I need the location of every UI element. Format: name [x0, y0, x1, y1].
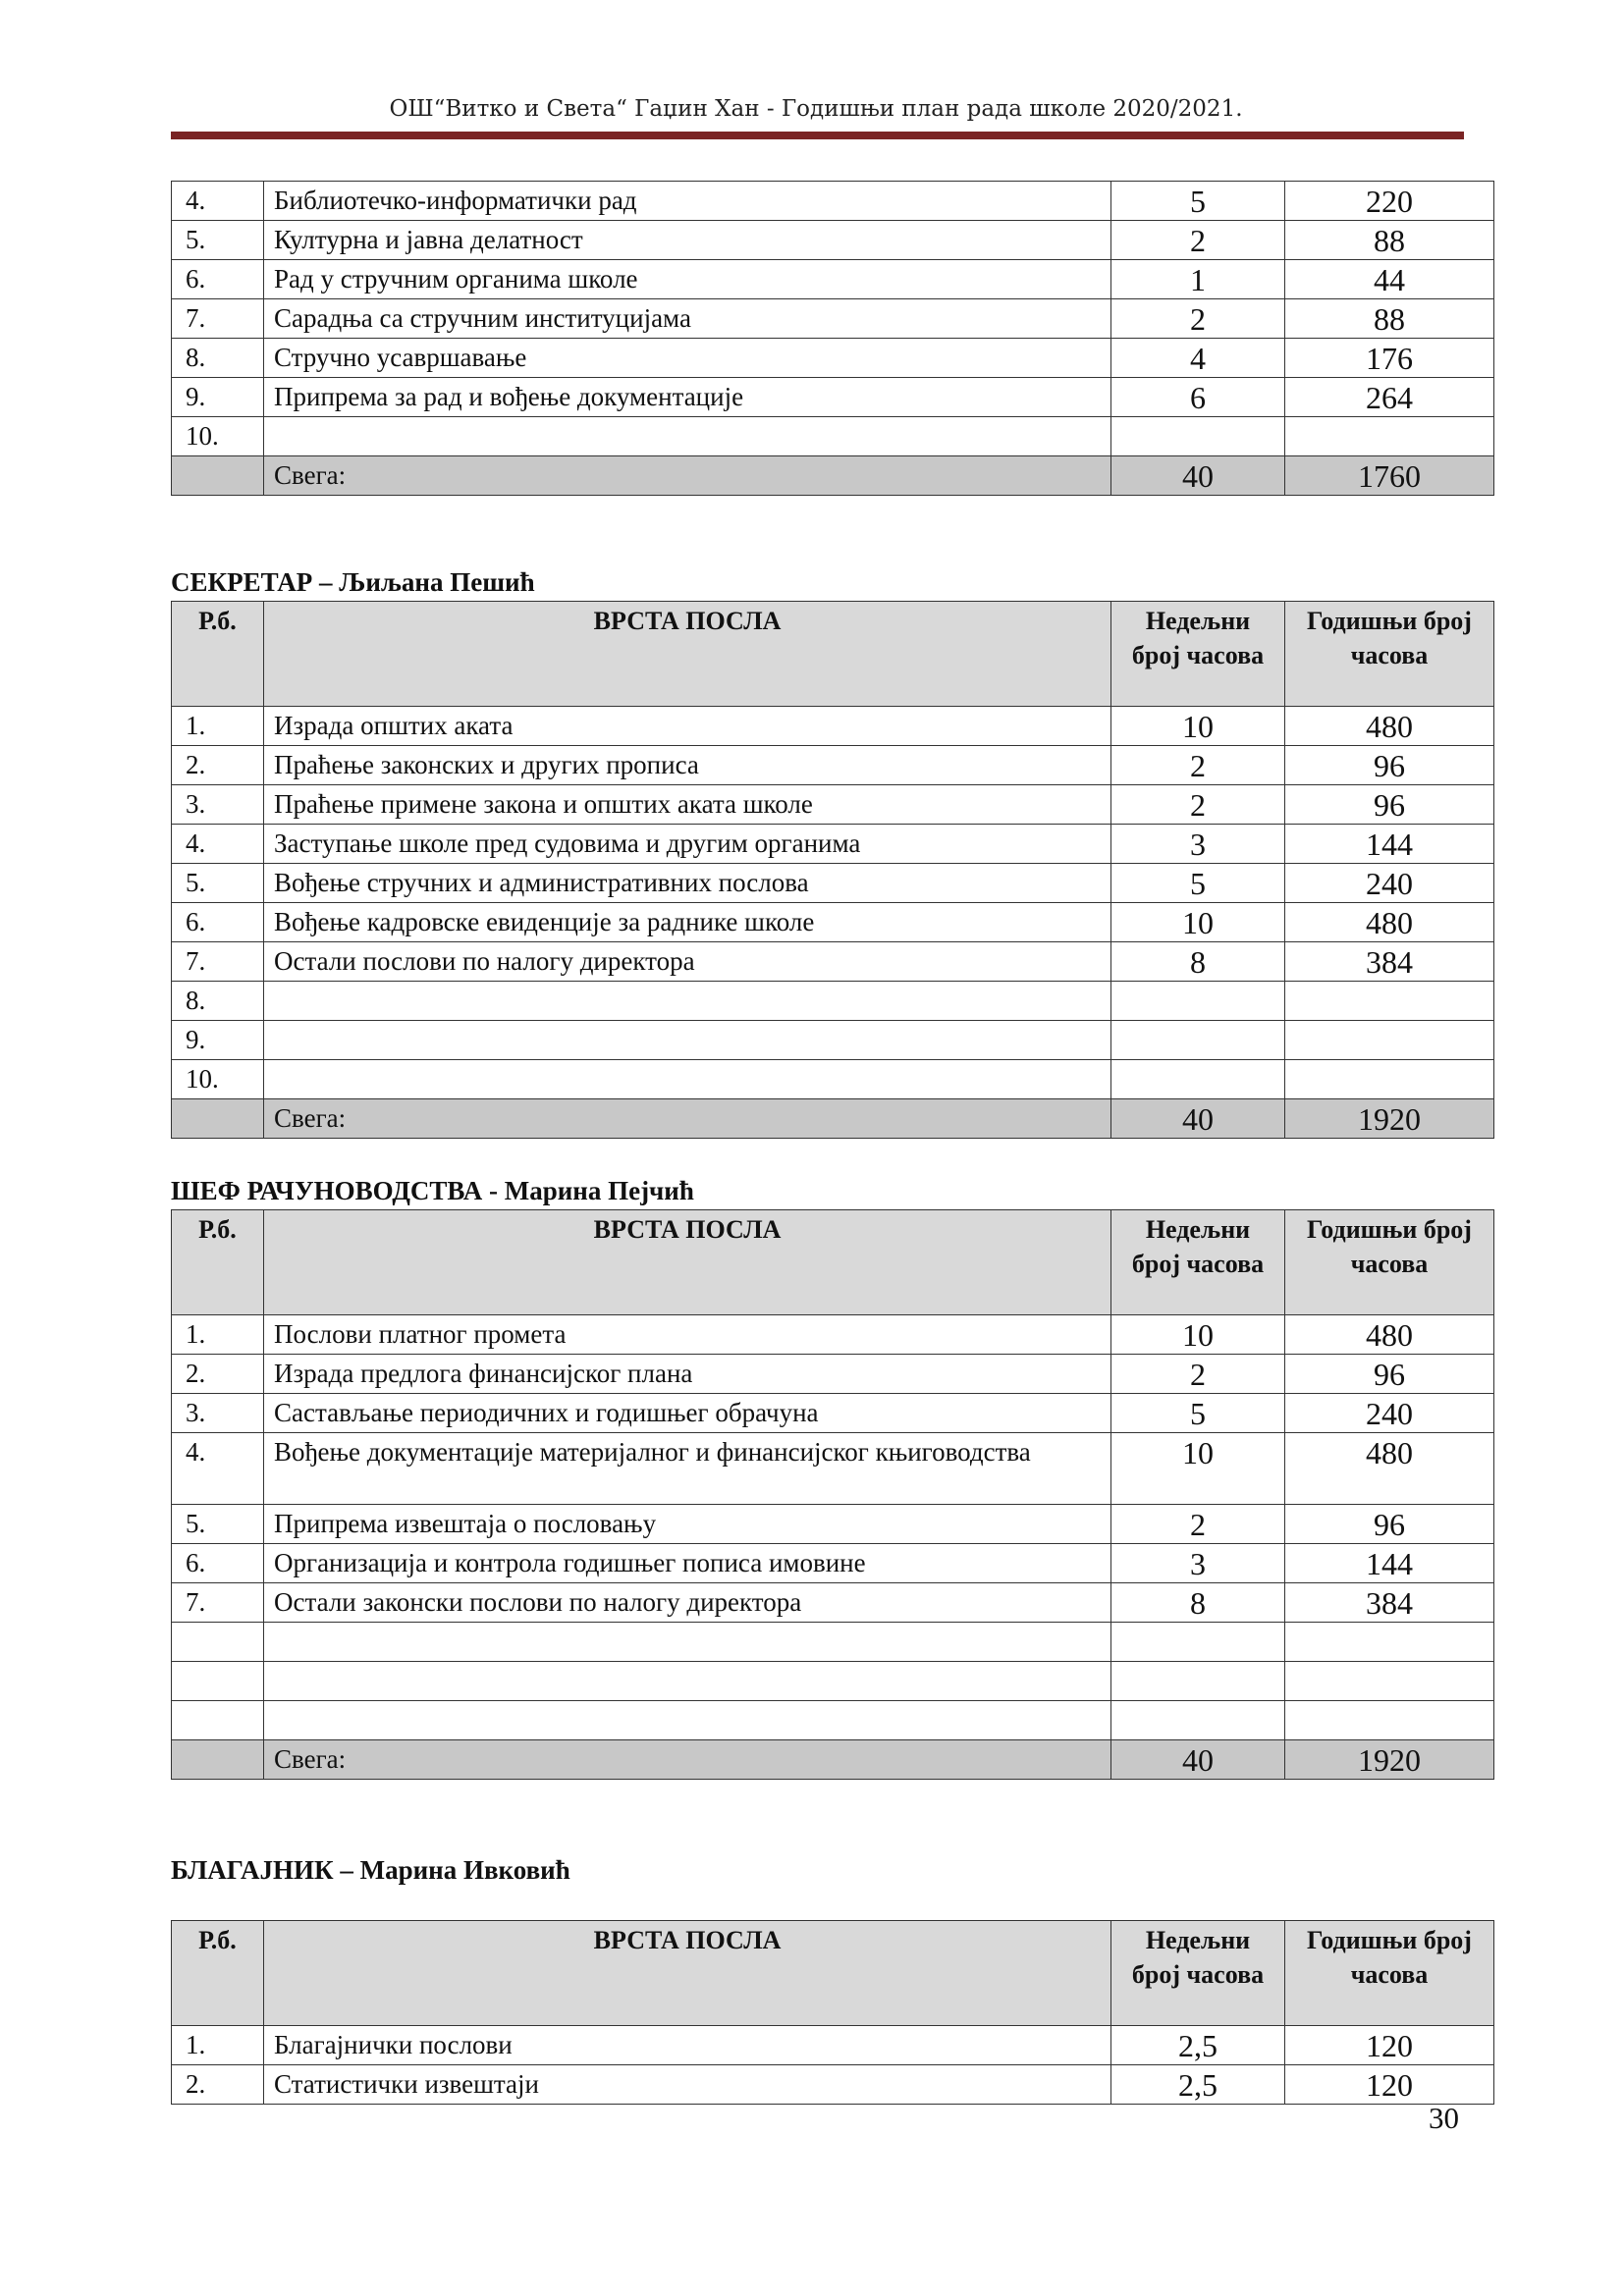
row-weekly-hours: 2 [1111, 221, 1285, 260]
row-number: 2. [172, 2065, 264, 2105]
row-description [264, 1060, 1111, 1099]
row-description [264, 982, 1111, 1021]
table-header-row [172, 1210, 1494, 1315]
table-header-row [172, 602, 1494, 707]
row-description: Културна и јавна делатност [264, 221, 1111, 260]
row-number: 1. [172, 1315, 264, 1355]
row-yearly-hours [1285, 1060, 1494, 1099]
table-row [172, 378, 1494, 417]
row-yearly-hours [1285, 1021, 1494, 1060]
row-number: 7. [172, 1583, 264, 1623]
row-description: Послови платног промета [264, 1315, 1111, 1355]
row-yearly-hours [1285, 1662, 1494, 1701]
table-cashier-body [172, 1921, 1494, 2105]
row-yearly-hours: 480 [1285, 1433, 1494, 1505]
row-yearly-hours: 384 [1285, 1583, 1494, 1623]
row-description: Вођење кадровске евиденције за раднике школе [264, 903, 1111, 942]
row-number: 6. [172, 903, 264, 942]
col-header-rb: Р.б. [172, 1921, 264, 2026]
row-weekly-hours: 2 [1111, 746, 1285, 785]
row-number: 1. [172, 2026, 264, 2065]
table-row [172, 707, 1494, 746]
row-description: Припрема извештаја о пословању [264, 1505, 1111, 1544]
total-label: Свега: [264, 1740, 1111, 1780]
row-yearly-hours: 96 [1285, 785, 1494, 825]
col-header-weekly: Недељни број часова [1111, 1210, 1285, 1315]
section-title-secretary: СЕКРЕТАР – Љиљана Пешић [171, 567, 535, 597]
row-number: 8. [172, 982, 264, 1021]
header-title: ОШ“Витко и Света“ Гаџин Хан - Годишњи план рада школе 2020/2021. [389, 96, 1243, 122]
row-weekly-hours: 6 [1111, 378, 1285, 417]
row-number: 5. [172, 864, 264, 903]
row-weekly-hours: 5 [1111, 1394, 1285, 1433]
table-row [172, 1021, 1494, 1060]
row-number [172, 1662, 264, 1701]
row-number: 9. [172, 1021, 264, 1060]
row-yearly-hours: 480 [1285, 903, 1494, 942]
row-weekly-hours [1111, 1021, 1285, 1060]
row-description: Заступање школе пред судовима и другим органима [264, 825, 1111, 864]
row-description: Библиотечко-информатички рад [264, 182, 1111, 221]
table-row [172, 221, 1494, 260]
col-header-job: ВРСТА ПОСЛА [264, 602, 1111, 707]
row-yearly-hours: 220 [1285, 182, 1494, 221]
row-description: Праћење законских и других прописа [264, 746, 1111, 785]
page-number: 30 [1429, 2101, 1459, 2135]
total-weekly-hours: 40 [1111, 1740, 1285, 1780]
total-label: Свега: [264, 1099, 1111, 1139]
table-row [172, 746, 1494, 785]
row-yearly-hours: 480 [1285, 1315, 1494, 1355]
row-weekly-hours: 5 [1111, 864, 1285, 903]
row-description [264, 1701, 1111, 1740]
row-description: Организација и контрола годишњег пописа имовине [264, 1544, 1111, 1583]
row-number: 6. [172, 1544, 264, 1583]
row-yearly-hours: 44 [1285, 260, 1494, 299]
table-row [172, 785, 1494, 825]
row-description [264, 1662, 1111, 1701]
row-description: Рад у стручним органима школе [264, 260, 1111, 299]
col-header-weekly: Недељни број часова [1111, 1921, 1285, 2026]
header-rule [171, 132, 1464, 139]
total-row [172, 1099, 1494, 1139]
table-row [172, 1394, 1494, 1433]
table-accounting [171, 1209, 1494, 1780]
row-weekly-hours [1111, 1662, 1285, 1701]
row-weekly-hours: 3 [1111, 1544, 1285, 1583]
table-row [172, 2026, 1494, 2065]
row-number: 4. [172, 182, 264, 221]
row-number: 3. [172, 785, 264, 825]
row-weekly-hours: 2 [1111, 1505, 1285, 1544]
row-weekly-hours [1111, 982, 1285, 1021]
row-yearly-hours: 144 [1285, 825, 1494, 864]
row-yearly-hours: 88 [1285, 221, 1494, 260]
total-yearly-hours: 1920 [1285, 1099, 1494, 1139]
col-header-rb: Р.б. [172, 1210, 264, 1315]
row-number: 5. [172, 221, 264, 260]
table-row [172, 1505, 1494, 1544]
table-row [172, 260, 1494, 299]
row-number: 1. [172, 707, 264, 746]
table-row [172, 1662, 1494, 1701]
row-description [264, 1623, 1111, 1662]
row-weekly-hours: 2,5 [1111, 2026, 1285, 2065]
table-continuation [171, 181, 1494, 496]
table-row [172, 903, 1494, 942]
section-title-accounting: ШЕФ РАЧУНОВОДСТВА - Марина Пејчић [171, 1176, 694, 1205]
table-row [172, 1544, 1494, 1583]
row-number: 2. [172, 746, 264, 785]
row-number: 9. [172, 378, 264, 417]
col-header-yearly: Годишњи број часова [1285, 602, 1494, 707]
row-number: 8. [172, 339, 264, 378]
table-row [172, 1315, 1494, 1355]
row-weekly-hours: 2,5 [1111, 2065, 1285, 2105]
row-yearly-hours: 120 [1285, 2065, 1494, 2105]
row-weekly-hours: 10 [1111, 1433, 1285, 1505]
row-description: Благајнички послови [264, 2026, 1111, 2065]
col-header-job: ВРСТА ПОСЛА [264, 1210, 1111, 1315]
total-label: Свега: [264, 456, 1111, 496]
row-weekly-hours: 2 [1111, 1355, 1285, 1394]
row-description: Састављање периодичних и годишњег обрачуна [264, 1394, 1111, 1433]
row-yearly-hours: 240 [1285, 1394, 1494, 1433]
row-weekly-hours: 5 [1111, 182, 1285, 221]
row-description: Сарадња са стручним институцијама [264, 299, 1111, 339]
row-description: Израда општих аката [264, 707, 1111, 746]
row-weekly-hours: 1 [1111, 260, 1285, 299]
row-number: 2. [172, 1355, 264, 1394]
table-row [172, 1583, 1494, 1623]
row-weekly-hours: 2 [1111, 299, 1285, 339]
row-number: 3. [172, 1394, 264, 1433]
total-yearly-hours: 1920 [1285, 1740, 1494, 1780]
row-yearly-hours: 480 [1285, 707, 1494, 746]
total-empty-cell [172, 1740, 264, 1780]
table-row [172, 2065, 1494, 2105]
table-secretary [171, 601, 1494, 1139]
row-weekly-hours [1111, 417, 1285, 456]
row-number [172, 1701, 264, 1740]
table-row [172, 1433, 1494, 1505]
row-description: Израда предлога финансијског плана [264, 1355, 1111, 1394]
table-row [172, 982, 1494, 1021]
row-description: Вођење документације материјалног и финансијског књиговодства [264, 1433, 1111, 1505]
row-yearly-hours: 240 [1285, 864, 1494, 903]
row-description [264, 417, 1111, 456]
row-number: 6. [172, 260, 264, 299]
table-row [172, 1355, 1494, 1394]
table-row [172, 864, 1494, 903]
row-yearly-hours: 120 [1285, 2026, 1494, 2065]
row-yearly-hours [1285, 1623, 1494, 1662]
table-row [172, 339, 1494, 378]
row-description: Стручно усавршавање [264, 339, 1111, 378]
row-weekly-hours [1111, 1623, 1285, 1662]
row-number: 5. [172, 1505, 264, 1544]
row-weekly-hours: 2 [1111, 785, 1285, 825]
row-number: 4. [172, 1433, 264, 1505]
row-yearly-hours: 144 [1285, 1544, 1494, 1583]
table-secretary-body [172, 602, 1494, 1139]
table-accounting-body [172, 1210, 1494, 1780]
total-weekly-hours: 40 [1111, 1099, 1285, 1139]
total-weekly-hours: 40 [1111, 456, 1285, 496]
row-yearly-hours: 264 [1285, 378, 1494, 417]
row-weekly-hours: 8 [1111, 942, 1285, 982]
row-weekly-hours [1111, 1701, 1285, 1740]
row-number: 7. [172, 299, 264, 339]
section-title-cashier: БЛАГАЈНИК – Марина Ивковић [171, 1855, 570, 1885]
row-number [172, 1623, 264, 1662]
table-row [172, 1623, 1494, 1662]
row-yearly-hours: 176 [1285, 339, 1494, 378]
table-row [172, 1701, 1494, 1740]
row-yearly-hours [1285, 982, 1494, 1021]
row-weekly-hours: 10 [1111, 1315, 1285, 1355]
total-row [172, 456, 1494, 496]
total-empty-cell [172, 1099, 264, 1139]
row-yearly-hours: 96 [1285, 1505, 1494, 1544]
row-yearly-hours: 96 [1285, 746, 1494, 785]
row-weekly-hours: 8 [1111, 1583, 1285, 1623]
total-yearly-hours: 1760 [1285, 456, 1494, 496]
row-yearly-hours: 384 [1285, 942, 1494, 982]
page-header [0, 96, 1624, 122]
col-header-yearly: Годишњи број часова [1285, 1921, 1494, 2026]
table-row [172, 825, 1494, 864]
row-description: Припрема за рад и вођење документације [264, 378, 1111, 417]
row-weekly-hours [1111, 1060, 1285, 1099]
col-header-weekly: Недељни број часова [1111, 602, 1285, 707]
row-description: Остали послови по налогу директора [264, 942, 1111, 982]
row-yearly-hours [1285, 417, 1494, 456]
table-row [172, 299, 1494, 339]
row-description [264, 1021, 1111, 1060]
row-description: Остали законски послови по налогу директора [264, 1583, 1111, 1623]
row-weekly-hours: 4 [1111, 339, 1285, 378]
row-weekly-hours: 10 [1111, 903, 1285, 942]
col-header-job: ВРСТА ПОСЛА [264, 1921, 1111, 2026]
row-weekly-hours: 10 [1111, 707, 1285, 746]
table-row [172, 417, 1494, 456]
row-yearly-hours: 96 [1285, 1355, 1494, 1394]
row-number: 4. [172, 825, 264, 864]
col-header-rb: Р.б. [172, 602, 264, 707]
table-continuation-body [172, 182, 1494, 496]
row-weekly-hours: 3 [1111, 825, 1285, 864]
total-empty-cell [172, 456, 264, 496]
table-cashier [171, 1920, 1494, 2105]
table-row [172, 942, 1494, 982]
table-header-row [172, 1921, 1494, 2026]
col-header-yearly: Годишњи број часова [1285, 1210, 1494, 1315]
row-description: Вођење стручних и административних послова [264, 864, 1111, 903]
total-row [172, 1740, 1494, 1780]
row-description: Статистички извештаји [264, 2065, 1111, 2105]
table-row [172, 1060, 1494, 1099]
row-number: 10. [172, 1060, 264, 1099]
row-number: 10. [172, 417, 264, 456]
row-yearly-hours [1285, 1701, 1494, 1740]
row-description: Праћење примене закона и општих аката школе [264, 785, 1111, 825]
table-row [172, 182, 1494, 221]
row-yearly-hours: 88 [1285, 299, 1494, 339]
row-number: 7. [172, 942, 264, 982]
